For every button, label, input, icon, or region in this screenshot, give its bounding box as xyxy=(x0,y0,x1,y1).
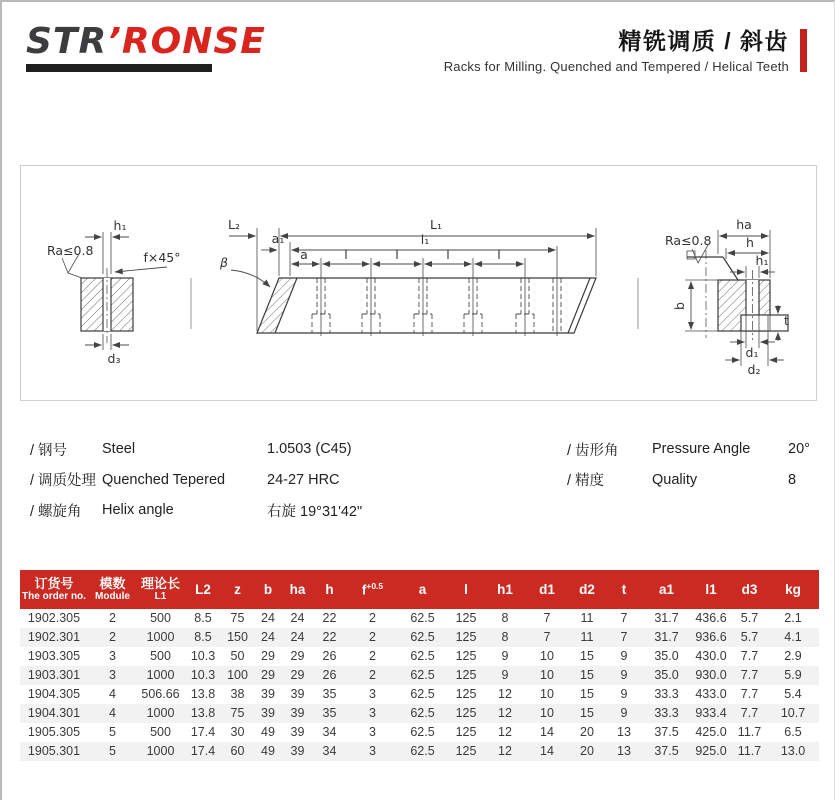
dimensions-table xyxy=(20,570,819,761)
brand-logo-str: STR xyxy=(26,21,108,62)
table-cell: 49 xyxy=(261,744,275,758)
col-header-module: 模数 Module xyxy=(88,570,137,609)
col-header-a: a xyxy=(398,570,447,609)
table-cell: 15 xyxy=(580,687,594,701)
table-cell: 6.5 xyxy=(784,725,802,739)
table-cell: 62.5 xyxy=(410,725,435,739)
table-cell: 2 xyxy=(369,611,376,625)
spec-value: 24-27 HRC xyxy=(267,471,340,488)
dim-label-L2: L₂ xyxy=(228,217,240,232)
table-cell: 24 xyxy=(261,630,275,644)
table-cell: 7 xyxy=(620,611,628,625)
table-cell: 60 xyxy=(230,744,245,758)
table-cell: 500 xyxy=(150,725,171,739)
table-cell: 13 xyxy=(617,744,631,758)
table-cell: 425.0 xyxy=(695,725,727,739)
table-cell: 5.4 xyxy=(784,687,802,701)
col-header-ha: ha xyxy=(283,570,312,609)
table-cell: 7 xyxy=(543,611,551,625)
brand-logo-underline xyxy=(26,64,212,72)
table-cell: 2 xyxy=(109,611,116,625)
table-cell: 1904.305 xyxy=(27,687,81,701)
table-cell: 500 xyxy=(150,649,171,663)
table-cell: 125 xyxy=(455,668,477,682)
brand-logo xyxy=(26,21,266,72)
table-cell: 20 xyxy=(580,744,594,758)
table-cell: 3 xyxy=(369,706,376,720)
table-cell: 12 xyxy=(498,687,512,701)
table-cell: 37.5 xyxy=(654,725,679,739)
spec-value: 20° xyxy=(788,441,810,458)
table-cell: 1903.301 xyxy=(27,668,81,682)
dim-label-d2: d₂ xyxy=(747,362,761,377)
table-cell: 2.1 xyxy=(784,611,802,625)
table-cell: 39 xyxy=(290,687,305,701)
table-cell: 8.5 xyxy=(194,611,212,625)
table-cell: 7 xyxy=(543,630,551,644)
spec-value: 1.0503 (C45) xyxy=(267,441,352,458)
table-cell: 49 xyxy=(261,725,275,739)
table-cell: 150 xyxy=(227,630,248,644)
table-cell: 50 xyxy=(230,649,245,663)
spec-row-helix-angle xyxy=(30,495,362,526)
table-cell: 35.0 xyxy=(654,668,679,682)
table-cell: 62.5 xyxy=(410,668,435,682)
table-cell: 3 xyxy=(369,744,376,758)
table-cell: 9 xyxy=(620,649,628,663)
table-cell: 30 xyxy=(230,725,245,739)
table-cell: 5 xyxy=(109,725,116,739)
table-cell: 39 xyxy=(290,725,305,739)
spec-label-zh: / 精度 xyxy=(567,473,605,490)
page-title-zh: 精铣调质 / 斜齿 xyxy=(618,28,789,54)
spec-value: 8 xyxy=(788,471,797,488)
table-cell: 8 xyxy=(501,630,509,644)
col-header-a1: a1 xyxy=(643,570,690,609)
table-cell: 2 xyxy=(369,668,376,682)
dim-label-f45: f×45° xyxy=(143,250,181,265)
table-cell: 75 xyxy=(230,611,245,625)
table-cell: 10 xyxy=(540,706,554,720)
table-row xyxy=(20,723,819,742)
table-row xyxy=(20,685,819,704)
drawing-center-view xyxy=(219,217,596,336)
dim-label-l1: l₁ xyxy=(420,232,430,247)
spec-label-en: Helix angle xyxy=(102,502,174,519)
table-cell: 433.0 xyxy=(695,687,727,701)
table-cell: 9 xyxy=(620,668,628,682)
dim-label-l: l xyxy=(497,247,501,262)
table-cell: 933.4 xyxy=(695,706,727,720)
table-cell: 1902.305 xyxy=(27,611,81,625)
table-cell: 1905.305 xyxy=(27,725,81,739)
table-cell: 62.5 xyxy=(410,630,435,644)
spec-label-en: Quality xyxy=(652,471,698,488)
dim-label-h1: h₁ xyxy=(113,218,127,233)
surface-finish-label: Ra≤0.8 xyxy=(47,243,94,258)
table-cell: 62.5 xyxy=(410,687,435,701)
table-cell: 125 xyxy=(455,725,477,739)
table-cell: 24 xyxy=(290,611,305,625)
table-cell: 75 xyxy=(230,706,245,720)
table-cell: 29 xyxy=(261,649,275,663)
table-cell: 4 xyxy=(109,706,116,720)
dim-label-a1: a₁ xyxy=(271,231,285,246)
spec-label-en: Steel xyxy=(102,441,136,458)
dim-label-d1: d₁ xyxy=(745,345,759,360)
table-cell: 10.7 xyxy=(780,706,806,720)
table-cell: 125 xyxy=(455,744,477,758)
table-cell: 2 xyxy=(109,630,116,644)
table-cell: 39 xyxy=(290,706,305,720)
table-cell: 2.9 xyxy=(784,649,802,663)
col-header-theoretical-length-l1: 理论长 L1 xyxy=(137,570,184,609)
dim-label-L1: L₁ xyxy=(430,217,442,232)
dim-label-l: l xyxy=(446,247,450,262)
table-cell: 10.3 xyxy=(190,649,216,663)
table-cell: 14 xyxy=(540,744,554,758)
table-cell: 37.5 xyxy=(654,744,679,758)
dim-label-b: b xyxy=(672,302,687,310)
table-cell: 13 xyxy=(617,725,631,739)
table-cell: 13.0 xyxy=(780,744,806,758)
surface-finish-label: Ra≤0.8 xyxy=(665,233,712,248)
col-header-h: h xyxy=(312,570,347,609)
brand-logo-text xyxy=(26,21,266,62)
col-header-f: $f^{+0.5}$ xyxy=(347,570,398,609)
table-cell: 15 xyxy=(580,706,594,720)
dim-label-a: a xyxy=(300,247,308,262)
table-cell: 125 xyxy=(455,706,477,720)
table-cell: 10 xyxy=(540,668,554,682)
table-cell: 506.66 xyxy=(141,687,180,701)
table-cell: 7.7 xyxy=(740,668,759,682)
table-row xyxy=(20,704,819,723)
dim-label-l: l xyxy=(344,247,348,262)
table-cell: 35 xyxy=(322,706,337,720)
specs-left-column xyxy=(30,434,362,526)
table-cell: 62.5 xyxy=(410,706,435,720)
table-cell: 10 xyxy=(540,687,554,701)
col-header-l2: L2 xyxy=(184,570,222,609)
table-cell: 9 xyxy=(501,668,509,682)
table-cell: 12 xyxy=(498,706,512,720)
table-cell: 100 xyxy=(227,668,248,682)
table-cell: 33.3 xyxy=(654,706,679,720)
table-cell: 1000 xyxy=(146,744,175,758)
spec-label-zh: / 螺旋角 xyxy=(30,503,82,520)
table-cell: 436.6 xyxy=(695,611,727,625)
table-body xyxy=(20,609,819,761)
table-cell: 2 xyxy=(369,649,376,663)
table-cell: 14 xyxy=(540,725,554,739)
table-cell: 11 xyxy=(580,611,594,625)
table-cell: 3 xyxy=(109,649,116,663)
spec-label-zh: / 钢号 xyxy=(30,442,68,459)
table-cell: 7.7 xyxy=(740,687,759,701)
table-cell: 39 xyxy=(261,687,275,701)
table-cell: 13.8 xyxy=(190,706,216,720)
table-cell: 22 xyxy=(322,630,337,644)
table-cell: 11.7 xyxy=(737,725,762,739)
dim-label-h: h xyxy=(746,235,754,250)
table-cell: 10 xyxy=(540,649,554,663)
specs-right-column xyxy=(567,434,810,495)
table-cell: 26 xyxy=(322,668,337,682)
table-cell: 10.3 xyxy=(190,668,216,682)
table-cell: 22 xyxy=(322,611,337,625)
table-cell: 2 xyxy=(369,630,376,644)
table-cell: 8.5 xyxy=(194,630,212,644)
table-cell: 5.7 xyxy=(740,611,759,625)
dim-label-d3: d₃ xyxy=(107,351,121,366)
spec-row-steel xyxy=(30,434,362,465)
table-cell: 62.5 xyxy=(410,649,435,663)
table-cell: 1902.301 xyxy=(27,630,81,644)
spec-label-en: Pressure Angle xyxy=(652,441,751,458)
table-cell: 20 xyxy=(580,725,594,739)
table-cell: 1903.305 xyxy=(27,649,81,663)
col-header-l: l xyxy=(447,570,485,609)
table-cell: 12 xyxy=(498,744,512,758)
table-cell: 38 xyxy=(230,687,245,701)
table-cell: 7.7 xyxy=(740,649,759,663)
table-cell: 31.7 xyxy=(654,611,679,625)
table-cell: 29 xyxy=(290,649,305,663)
drawing-frame xyxy=(20,165,817,401)
table-cell: 5.9 xyxy=(784,668,802,682)
spec-row-heat-treatment xyxy=(30,465,362,496)
table-cell: 125 xyxy=(455,611,477,625)
table-cell: 1000 xyxy=(146,668,175,682)
spec-row-pressure-angle xyxy=(567,434,810,465)
table-cell: 39 xyxy=(290,744,305,758)
table-cell: 8 xyxy=(501,611,509,625)
table-row xyxy=(20,647,819,666)
specs-section xyxy=(2,434,835,544)
table-cell: 11.7 xyxy=(737,744,762,758)
table-row xyxy=(20,628,819,647)
spec-value: 右旋 19°31'42" xyxy=(267,503,363,520)
table-row xyxy=(20,742,819,761)
dim-label-l: l xyxy=(395,247,399,262)
table-row xyxy=(20,609,819,628)
table-cell: 12 xyxy=(498,725,512,739)
table-cell: 24 xyxy=(290,630,305,644)
table-cell: 500 xyxy=(150,611,171,625)
page-title-en: Racks for Milling. Quenched and Tempered / Helical Teeth xyxy=(443,58,789,74)
col-header-d1: d1 xyxy=(525,570,569,609)
table-cell: 39 xyxy=(261,706,275,720)
table-cell: 34 xyxy=(322,744,337,758)
accent-bar xyxy=(800,29,807,72)
col-header-z: z xyxy=(222,570,253,609)
table-cell: 7 xyxy=(620,630,628,644)
table-cell: 17.4 xyxy=(190,725,216,739)
table-cell: 3 xyxy=(369,725,376,739)
table-cell: 9 xyxy=(501,649,509,663)
table-cell: 1000 xyxy=(146,630,175,644)
table-header xyxy=(20,570,819,609)
col-header-l1: l1 xyxy=(690,570,732,609)
table-cell: 33.3 xyxy=(654,687,679,701)
dim-label-beta: β xyxy=(220,255,228,270)
table-cell: 11 xyxy=(580,630,594,644)
table-row xyxy=(20,666,819,685)
table-cell: 1904.301 xyxy=(27,706,81,720)
table-cell: 62.5 xyxy=(410,744,435,758)
col-header-d3: d3 xyxy=(732,570,767,609)
table-cell: 15 xyxy=(580,668,594,682)
brand-logo-ronse: ’RONSE xyxy=(107,21,266,62)
col-header-b: b xyxy=(253,570,283,609)
table-cell: 5.7 xyxy=(740,630,759,644)
table-cell: 5 xyxy=(109,744,116,758)
table-cell: 1000 xyxy=(146,706,175,720)
table-cell: 15 xyxy=(580,649,594,663)
dim-label-h1-right: h₁ xyxy=(755,253,769,268)
page-title-block xyxy=(444,28,789,74)
table-cell: 29 xyxy=(261,668,275,682)
technical-drawing xyxy=(21,166,816,400)
table-cell: 925.0 xyxy=(695,744,727,758)
spec-label-en: Quenched Tepered xyxy=(102,471,226,488)
drawing-right-view xyxy=(665,217,789,377)
table-cell: 125 xyxy=(455,630,477,644)
table-cell: 13.8 xyxy=(190,687,216,701)
table-cell: 17.4 xyxy=(190,744,216,758)
table-cell: 62.5 xyxy=(410,611,435,625)
table-cell: 34 xyxy=(322,725,337,739)
table-cell: 3 xyxy=(369,687,376,701)
table-cell: 125 xyxy=(455,649,477,663)
drawing-left-view xyxy=(47,218,181,366)
table-cell: 26 xyxy=(322,649,337,663)
table-cell: 930.0 xyxy=(695,668,727,682)
dim-label-t: t xyxy=(784,313,789,328)
spec-row-quality xyxy=(567,465,810,496)
table-cell: 936.6 xyxy=(695,630,727,644)
table-cell: 31.7 xyxy=(654,630,679,644)
table-cell: 29 xyxy=(290,668,305,682)
table-cell: 35.0 xyxy=(654,649,679,663)
dim-label-ha: ha xyxy=(736,217,752,232)
table-cell: 4 xyxy=(109,687,116,701)
table-cell: 9 xyxy=(620,687,628,701)
table-cell: 9 xyxy=(620,706,628,720)
spec-label-zh: / 齿形角 xyxy=(567,442,619,459)
table-cell: 4.1 xyxy=(784,630,802,644)
col-header-h1: h1 xyxy=(485,570,525,609)
table-cell: 430.0 xyxy=(695,649,727,663)
table-cell: 24 xyxy=(261,611,275,625)
table-cell: 125 xyxy=(455,687,477,701)
table-cell: 1905.301 xyxy=(27,744,81,758)
col-header-d2: d2 xyxy=(569,570,605,609)
spec-label-zh: / 调质处理 xyxy=(30,473,97,490)
col-header-kg: kg xyxy=(767,570,819,609)
col-header-t: t xyxy=(605,570,643,609)
table-cell: 7.7 xyxy=(740,706,759,720)
table-cell: 3 xyxy=(109,668,116,682)
col-header-order-no: 订货号 The order no. xyxy=(20,570,88,609)
table-cell: 35 xyxy=(322,687,337,701)
